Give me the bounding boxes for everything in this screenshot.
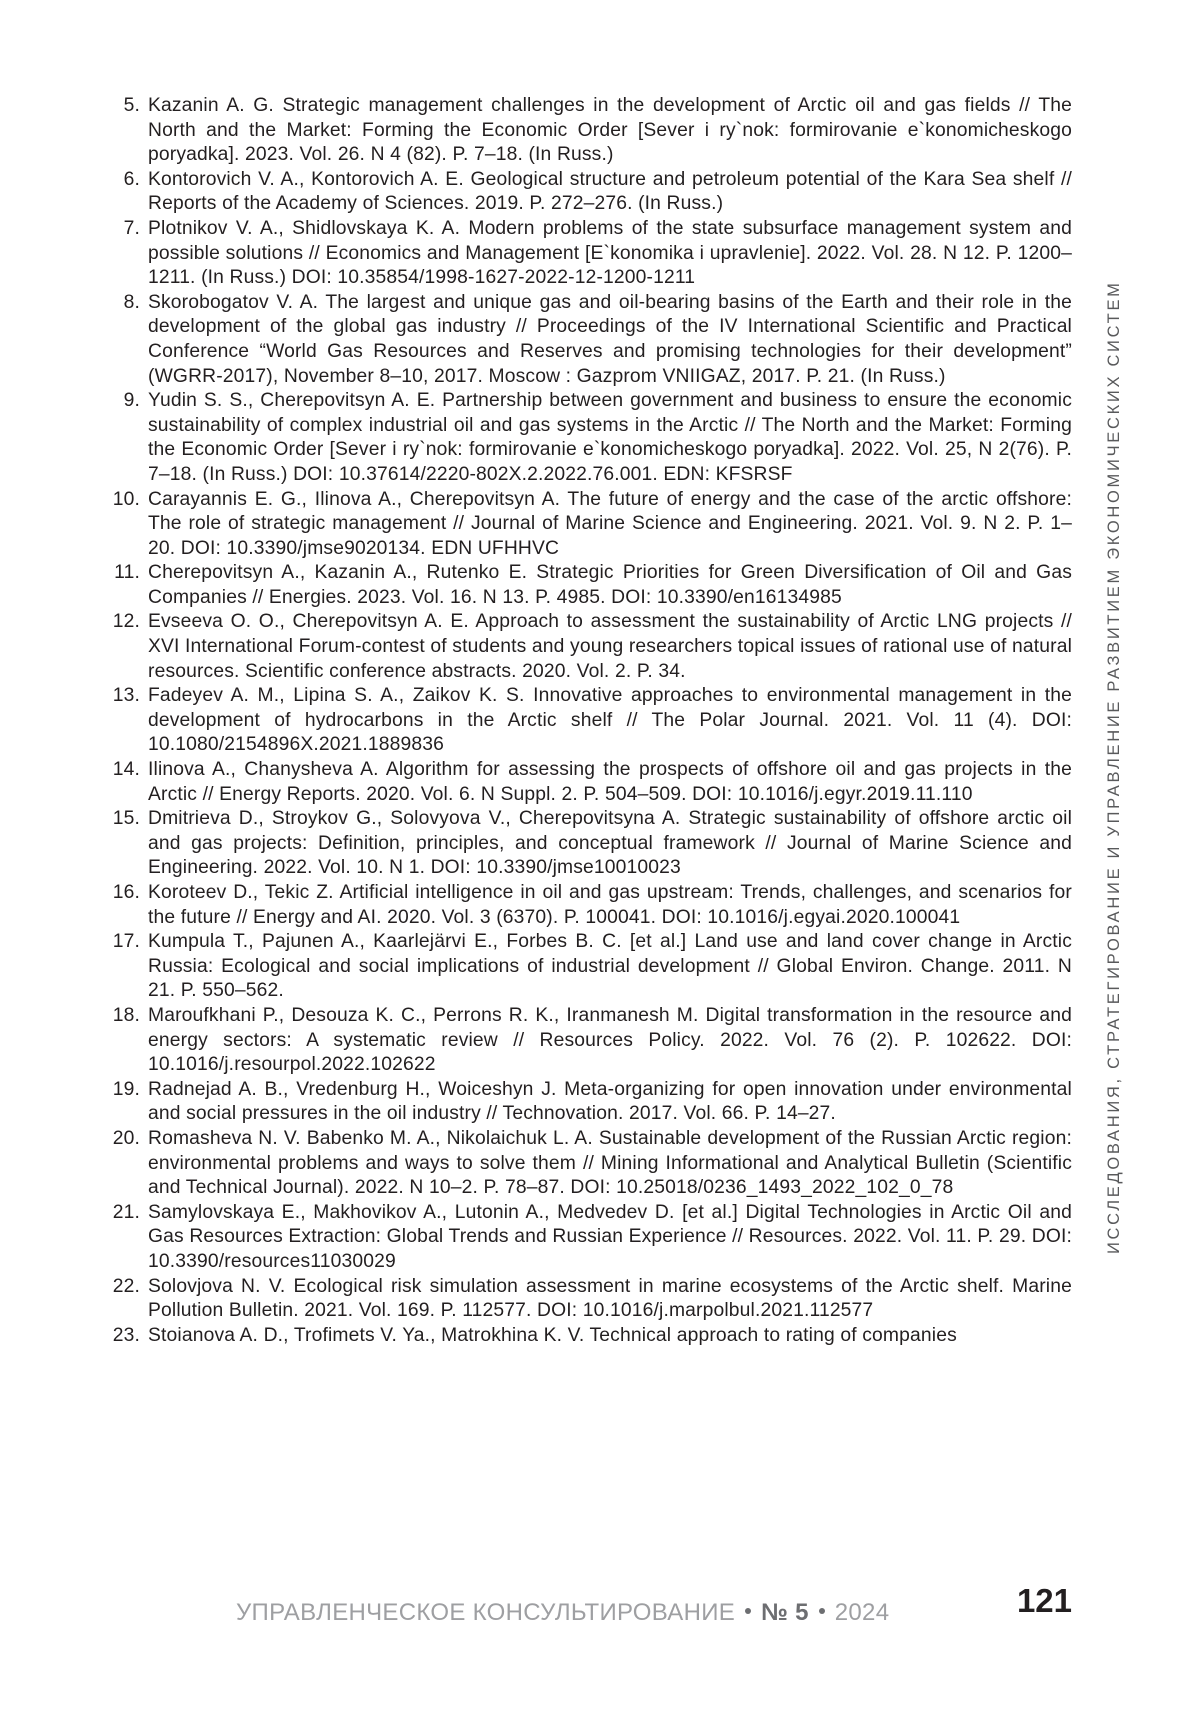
reference-item: [96, 1275, 1072, 1324]
reference-item: [96, 561, 1072, 610]
reference-text: Koroteev D., Tekic Z. Artificial intelligence in oil and gas upstream: Trends, challenges, and scenarios for the future // Energy and AI. 2020. Vol. 3 (6370). P. 100041. DOI: 10.1016/j.egyai.2020.100041: [148, 882, 1072, 928]
reference-item: [96, 94, 1072, 168]
reference-item: [96, 1127, 1072, 1201]
reference-number: 14.: [112, 759, 140, 781]
bullet-separator-icon: [819, 1608, 825, 1614]
reference-item: [96, 1324, 1072, 1349]
reference-item: [96, 217, 1072, 291]
reference-text: Maroufkhani P., Desouza K. C., Perrons R. K., Iranmanesh M. Digital transformation in the resource and energy sectors: A systematic review // Resources Policy. 2022. Vol. 76 (2). P. 102622. DOI: 10.1016/j.resourpol.2022.102622: [148, 1004, 1072, 1076]
reference-item: [96, 1201, 1072, 1275]
reference-text: Stoianova A. D., Trofimets V. Ya., Matrokhina K. V. Technical approach to rating of companies: [148, 1324, 957, 1346]
reference-number: 9.: [123, 390, 140, 412]
reference-item: [96, 930, 1072, 1004]
page-number: 121: [1016, 1582, 1072, 1619]
reference-item: [96, 758, 1072, 807]
reference-number: 7.: [123, 217, 140, 239]
reference-text: Kazanin A. G. Strategic management challenges in the development of Arctic oil and gas fields // The North and the Market: Forming the Economic Order [Sever i ry`nok: formirovanie e`konomicheskogo poryadka]. 2023. Vol. 26. N 4 (82). P. 7–18. (In Russ.): [148, 95, 1072, 166]
reference-number: 12.: [112, 611, 140, 633]
reference-text: Ilinova A., Chanysheva A. Algorithm for assessing the prospects of offshore oil and gas projects in the Arctic // Energy Reports. 2020. Vol. 6. N Suppl. 2. P. 504–509. DOI: 10.1016/j.egyr.2019.11.110: [148, 759, 1072, 805]
reference-item: [96, 881, 1072, 930]
reference-number: 13.: [112, 685, 140, 707]
reference-item: [96, 610, 1072, 684]
reference-text: Dmitrieva D., Stroykov G., Solovyova V., Cherepovitsyna A. Strategic sustainability of offshore arctic oil and gas projects: Definition, principles, and conceptual framework // Journal of Marine Science and Engineering. 2022. Vol. 10. N 1. DOI: 10.3390/jmse10010023: [148, 808, 1072, 879]
reference-number: 18.: [112, 1004, 140, 1026]
reference-number: 6.: [123, 168, 140, 190]
reference-text: Fadeyev A. M., Lipina S. A., Zaikov K. S. Innovative approaches to environmental management in the development of hydrocarbons in the Arctic shelf // The Polar Journal. 2021. Vol. 11 (4). DOI: 10.1080/2154896X.2021.1889836: [148, 685, 1072, 756]
reference-number: 10.: [112, 488, 140, 510]
reference-text: Plotnikov V. A., Shidlovskaya K. A. Modern problems of the state subsurface management system and possible solutions // Economics and Management [E`konomika i upravlenie]. 2022. Vol. 28. N 12. P. 1200–1211. (In Russ.) DOI: 10.35854/1998-1627-2022-12-1200-1211: [148, 217, 1072, 289]
reference-number: 21.: [112, 1201, 140, 1223]
reference-text: Kumpula T., Pajunen A., Kaarlejärvi E., Forbes B. C. [et al.] Land use and land cover change in Arctic Russia: Ecological and social implications of industrial development // Global Environ. Change. 2011. N 21. P. 550–562.: [148, 931, 1072, 1002]
reference-item: [96, 684, 1072, 758]
reference-number: 17.: [112, 931, 140, 953]
reference-text: Evseeva O. O., Cherepovitsyn A. E. Approach to assessment the sustainability of Arctic LNG projects // XVI International Forum-contest of students and young researchers topical issues of rational use of natural resources. Scientific conference abstracts. 2020. Vol. 2. P. 34.: [148, 611, 1072, 682]
reference-number: 20.: [112, 1127, 140, 1149]
issue-number: № 5: [761, 1599, 809, 1626]
reference-number: 19.: [112, 1078, 140, 1100]
reference-number: 5.: [123, 95, 140, 116]
reference-number: 8.: [123, 291, 140, 313]
reference-number: 15.: [112, 808, 140, 830]
reference-list: [96, 94, 1072, 1348]
reference-item: [96, 291, 1072, 389]
reference-item: [96, 488, 1072, 562]
reference-text: Solovjova N. V. Ecological risk simulation assessment in marine ecosystems of the Arctic shelf. Marine Pollution Bulletin. 2021. Vol. 169. P. 112577. DOI: 10.1016/j.marpolbul.2021.112577: [148, 1275, 1072, 1322]
issue-year: 2024: [834, 1599, 890, 1626]
reference-text: Romasheva N. V. Babenko M. A., Nikolaichuk L. A. Sustainable development of the Russian Arctic region: environmental problems and ways to solve them // Mining Informational and Analytical Bulletin (Scientific and Technical Journal). 2022. N 10–2. P. 78–87. DOI: 10.25018/0236_1493_2022_102_0_78: [148, 1127, 1072, 1199]
reference-number: 22.: [112, 1275, 140, 1297]
journal-title: УПРАВЛЕНЧЕСКОЕ КОНСУЛЬТИРОВАНИЕ: [236, 1599, 736, 1626]
reference-text: Yudin S. S., Cherepovitsyn A. E. Partnership between government and business to ensure the economic sustainability of complex industrial oil and gas systems in the Arctic // The North and the Market: Forming the Economic Order [Sever i ry`nok: formirovanie e`konomicheskogo poryadka]. 2022. Vol. 25, N 2(76). P. 7–18. (In Russ.) DOI: 10.37614/2220-802X.2.2022.76.001. EDN: KFSRSF: [148, 390, 1072, 485]
reference-item: [96, 1078, 1072, 1127]
reference-item: [96, 168, 1072, 217]
reference-text: Samylovskaya E., Makhovikov A., Lutonin A., Medvedev D. [et al.] Digital Technologies in Arctic Oil and Gas Resources Extraction: Global Trends and Russian Experience // Resources. 2022. Vol. 11. P. 29. DOI: 10.3390/resources11030029: [148, 1201, 1072, 1272]
reference-item: [96, 807, 1072, 881]
vertical-section-title: ИССЛЕДОВАНИЯ, СТРАТЕГИРОВАНИЕ И УПРАВЛЕНИЕ РАЗВИТИЕМ ЭКОНОМИЧЕСКИХ СИСТЕМ: [1105, 280, 1123, 1254]
reference-text: Skorobogatov V. A. The largest and unique gas and oil-bearing basins of the Earth and their role in the development of the global gas industry // Proceedings of the IV International Scientific and Practical Conference “World Gas Resources and Reserves and promising technologies for their development” (WGRR-2017), November 8–10, 2017. Moscow : Gazprom VNIIGAZ, 2017. P. 21. (In Russ.): [148, 291, 1072, 387]
reference-item: [96, 389, 1072, 487]
reference-number: 23.: [112, 1324, 140, 1346]
page-footer: [236, 1588, 889, 1638]
bullet-separator-icon: [745, 1608, 751, 1614]
reference-item: [96, 1004, 1072, 1078]
reference-text: Carayannis E. G., Ilinova A., Cherepovitsyn A. The future of energy and the case of the arctic offshore: The role of strategic management // Journal of Marine Science and Engineering. 2021. Vol. 9. N 2. P. 1–20. DOI: 10.3390/jmse9020134. EDN UFHHVC: [148, 488, 1072, 559]
reference-text: Cherepovitsyn A., Kazanin A., Rutenko E. Strategic Priorities for Green Diversification of Oil and Gas Companies // Energies. 2023. Vol. 16. N 13. P. 4985. DOI: 10.3390/en16134985: [148, 562, 1072, 608]
reference-text: Kontorovich V. A., Kontorovich A. E. Geological structure and petroleum potential of the Kara Sea shelf // Reports of the Academy of Sciences. 2019. P. 272–276. (In Russ.): [148, 168, 1072, 215]
reference-text: Radnejad A. B., Vredenburg H., Woiceshyn J. Meta-organizing for open innovation under environmental and social pressures in the oil industry // Technovation. 2017. Vol. 66. P. 14–27.: [148, 1078, 1072, 1125]
reference-number: 16.: [112, 882, 140, 903]
reference-number: 11.: [114, 562, 140, 584]
